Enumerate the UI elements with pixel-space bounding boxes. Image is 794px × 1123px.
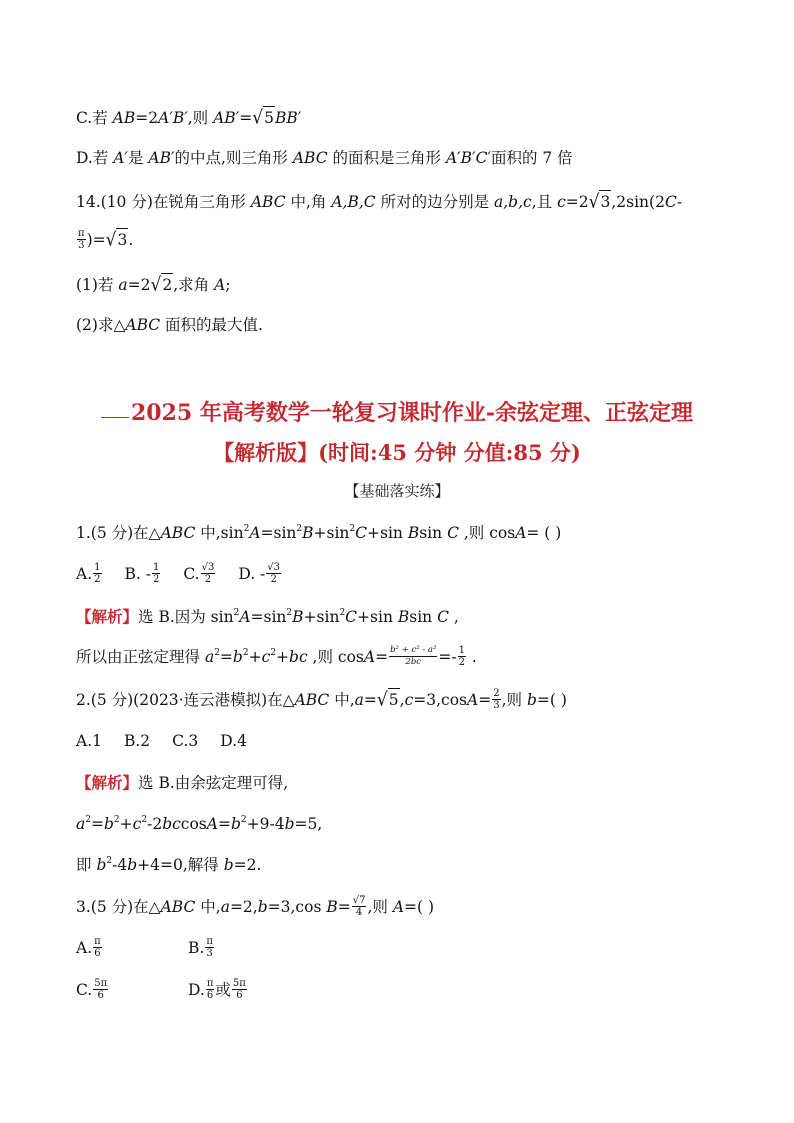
- q1-options: [76, 563, 304, 587]
- sqrt-symbol: √2: [150, 274, 173, 296]
- text: A′B′C′: [445, 149, 491, 167]
- text: +: [119, 815, 133, 833]
- text: ABC: [160, 524, 196, 542]
- text: 14.(10 分)在锐角三角形: [76, 193, 251, 211]
- fraction: $\frac{2}{3}$: [493, 687, 500, 711]
- q3-options-row1: [76, 937, 215, 961]
- sqrt-symbol: √3: [105, 229, 128, 251]
- text: ,: [399, 691, 405, 709]
- text: b: [96, 856, 107, 874]
- analysis-tag: 【解析】: [76, 607, 139, 626]
- text: =3,cos: [267, 898, 327, 916]
- text: sin: [409, 608, 438, 626]
- text: B: [326, 898, 338, 916]
- sqrt-symbol: √3: [588, 191, 611, 213]
- text: .: [128, 231, 134, 249]
- text: b: [127, 856, 138, 874]
- text: +4=0,解得: [137, 856, 224, 874]
- text: A,B,C: [331, 193, 376, 211]
- sqrt-symbol: √5: [376, 689, 399, 711]
- text: sin: [419, 524, 448, 542]
- text: 所以由正弦定理得: [76, 648, 205, 666]
- text: a,b,c: [494, 193, 532, 211]
- q14-part1: [76, 273, 231, 296]
- text: 的中点,则三角形: [174, 149, 293, 167]
- text: a: [204, 648, 215, 666]
- text: =-: [438, 648, 457, 666]
- option-c[interactable]: C. $\frac{5\pi}{6}$: [76, 977, 108, 1001]
- text: =: [90, 815, 104, 833]
- text: =: [363, 691, 377, 709]
- text: (1)若: [76, 276, 119, 294]
- text: =2,: [229, 898, 258, 916]
- text: 面积的 7 倍: [490, 149, 573, 167]
- option-a[interactable]: A.1: [76, 732, 102, 750]
- text: =( ): [536, 691, 567, 709]
- text: C: [345, 608, 358, 626]
- text: =: [337, 898, 351, 916]
- text: 中,: [329, 691, 355, 709]
- text: A: [249, 524, 261, 542]
- text: b: [223, 856, 234, 874]
- text: b: [257, 898, 268, 916]
- text: =( ): [404, 898, 435, 916]
- text: =3,cos: [413, 691, 467, 709]
- text: 是: [127, 149, 149, 167]
- text: A: [206, 815, 218, 833]
- text: ,2sin(2: [611, 193, 665, 211]
- text: C: [437, 608, 449, 626]
- q2-solution-line3: 即 $b^2-4b+4=0$,解得 b=2.: [76, 856, 262, 874]
- text: =2: [127, 276, 151, 294]
- text: 2025 年高考数学一轮复习课时作业-余弦定理、正弦定理: [130, 400, 694, 426]
- text: =: [478, 691, 492, 709]
- text: C.若: [76, 109, 113, 127]
- text: AB′: [213, 109, 240, 127]
- text: bc: [289, 648, 308, 666]
- text: A′: [113, 149, 128, 167]
- text: B: [407, 524, 420, 542]
- text: 选 B.因为 sin: [138, 608, 234, 626]
- text: c: [404, 691, 414, 709]
- text: a: [220, 898, 230, 916]
- text: 2.(5 分)(2023·连云港模拟)在△: [76, 691, 295, 709]
- fraction: $\frac{\text{b² + c² - a²}}{2bc}$: [390, 644, 437, 667]
- text: ,则 cos: [458, 524, 516, 542]
- text: BB′: [274, 109, 302, 127]
- fraction: $\frac{1}{2}$: [458, 644, 465, 668]
- text: b: [232, 648, 243, 666]
- q14-stem-line1: [76, 190, 682, 213]
- text: c: [557, 193, 566, 211]
- text: =: [375, 648, 389, 666]
- text: 【解析版】(时间:45 分钟 分值:85 分): [213, 440, 581, 465]
- text: =5,: [294, 815, 323, 833]
- text: A: [467, 691, 479, 709]
- text: B: [302, 524, 314, 542]
- text: 中,sin: [195, 524, 244, 542]
- text: ,: [448, 608, 459, 626]
- text: cos: [180, 815, 207, 833]
- text: AB′: [148, 149, 175, 167]
- text: a: [76, 815, 86, 833]
- text: ABC: [292, 149, 328, 167]
- text: +sin: [367, 524, 408, 542]
- q2-solution-line1: [76, 772, 288, 794]
- text: 3.(5 分)在△: [76, 898, 161, 916]
- option-a[interactable]: A. $\frac{1}{2}$: [76, 561, 101, 585]
- text: +sin: [303, 608, 340, 626]
- option-b[interactable]: B. $\frac{\pi}{3}$: [188, 935, 213, 959]
- text: A′B′: [158, 109, 188, 127]
- sqrt-symbol: √5: [252, 107, 274, 129]
- text: b: [284, 815, 295, 833]
- text: a: [118, 276, 128, 294]
- text: 的面积是三角形: [327, 149, 446, 167]
- text: b: [103, 815, 114, 833]
- fraction: $\frac{√7}{4}$: [352, 894, 366, 918]
- option-d[interactable]: D.4: [220, 732, 247, 750]
- q1-solution-line1: 【解析】选 B.因为 $\sin^2A=\sin^2B+\sin^2C+\sin$ Bsin C ,: [76, 607, 459, 626]
- text: =: [219, 648, 233, 666]
- text: C: [664, 193, 677, 211]
- text: +: [248, 648, 262, 666]
- text: = ( ): [526, 524, 562, 542]
- title-underline: [101, 417, 129, 418]
- text: (2)求△: [76, 316, 126, 334]
- text: bc: [162, 815, 181, 833]
- text: -: [676, 193, 683, 211]
- text: B: [292, 608, 304, 626]
- text: =sin: [250, 608, 287, 626]
- text: ABC: [250, 193, 286, 211]
- text: ,则: [501, 691, 527, 709]
- option-a[interactable]: A. $\frac{\pi}{6}$: [76, 935, 101, 959]
- text: C: [447, 524, 459, 542]
- text: C: [355, 524, 368, 542]
- text: .: [466, 648, 477, 666]
- document-subtitle: [0, 437, 794, 467]
- text: A: [363, 648, 376, 666]
- q1-stem: 1.(5 分)在△ABC 中$,\sin^2A=\sin^2B+\sin^2C+\sin$ Bsin C ,则 cosA= ( ): [76, 524, 562, 542]
- q2-stem: [76, 688, 567, 713]
- text: A: [239, 608, 251, 626]
- analysis-tag: 【解析】: [76, 773, 139, 792]
- text: ABC: [160, 898, 196, 916]
- text: =: [239, 109, 253, 127]
- text: b: [230, 815, 241, 833]
- text: 即: [76, 856, 97, 874]
- text: )=: [86, 231, 106, 249]
- q3-stem: [76, 896, 434, 920]
- text: ABC: [125, 316, 161, 334]
- text: b: [526, 691, 537, 709]
- document-title: [0, 396, 794, 427]
- text: =: [217, 815, 231, 833]
- text: ,则: [367, 898, 393, 916]
- text: =2: [135, 109, 159, 127]
- q1-solution-line2: 所以由正弦定理得 $a^2=b^2+c^2+bc$ ,则 cosA= $\frac{\text{b² + c² - a²}}{2bc}$ =- $\frac{1}{2}$ .: [76, 644, 477, 668]
- text: 选 B.由余弦定理可得,: [138, 774, 289, 792]
- text: =sin: [260, 524, 297, 542]
- q13-option-c: [76, 106, 301, 129]
- section-tag: [0, 480, 794, 501]
- text: 【基础落实练】: [344, 482, 450, 500]
- text: -2: [147, 815, 163, 833]
- text: c: [132, 815, 142, 833]
- q13-option-d: [76, 147, 573, 169]
- option-d[interactable]: D. $\frac{\pi}{6}$ 或 $\frac{5\pi}{6}$: [188, 977, 246, 1001]
- fraction: $\frac{\pi}{3}$: [78, 227, 85, 251]
- text: 面积的最大值.: [160, 316, 263, 334]
- text: ,则: [187, 109, 214, 127]
- text: B: [397, 608, 410, 626]
- text: A: [214, 276, 226, 294]
- option-c[interactable]: C. $\frac{√3}{2}$: [183, 561, 215, 585]
- text: A: [392, 898, 405, 916]
- text: =2.: [233, 856, 262, 874]
- text: 中,角: [285, 193, 332, 211]
- text: D.若: [76, 149, 114, 167]
- text: A: [515, 524, 527, 542]
- text: ,且: [531, 193, 558, 211]
- text: 中,: [195, 898, 221, 916]
- text: ,则 cos: [307, 648, 364, 666]
- text: -4: [112, 856, 128, 874]
- text: =2: [565, 193, 589, 211]
- text: +9-4: [246, 815, 285, 833]
- text: ;: [225, 276, 231, 294]
- text: AB: [112, 109, 136, 127]
- q14-part2: [76, 314, 263, 336]
- text: 所对的边分别是: [375, 193, 495, 211]
- q3-options-row2: [76, 979, 248, 1003]
- option-b[interactable]: B. - $\frac{1}{2}$: [124, 561, 160, 585]
- text: ,求角: [173, 276, 215, 294]
- option-d[interactable]: D. - $\frac{√3}{2}$: [238, 561, 281, 585]
- text: ABC: [294, 691, 330, 709]
- text: +sin: [313, 524, 350, 542]
- q2-solution-line2: $a^2=b^2+c^2-2bccosA=b^2+9-4b=5$,: [76, 815, 323, 833]
- option-c[interactable]: C.3: [172, 732, 199, 750]
- q14-stem-line2: [76, 228, 133, 253]
- q2-options: [76, 730, 269, 752]
- text: a: [354, 691, 364, 709]
- option-b[interactable]: B.2: [123, 732, 151, 750]
- text: 1.(5 分)在△: [76, 524, 161, 542]
- text: +sin: [357, 608, 398, 626]
- text: c: [261, 648, 271, 666]
- text: +: [276, 648, 290, 666]
